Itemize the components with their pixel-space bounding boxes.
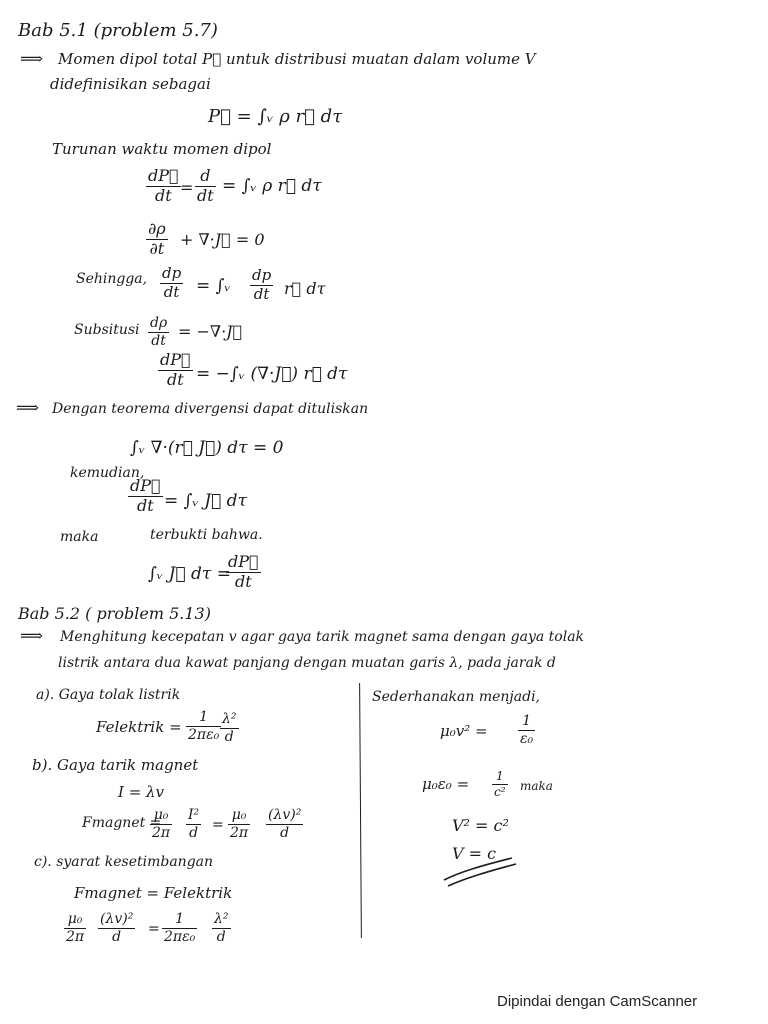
denominator: dt xyxy=(154,185,172,205)
intro-line-2: didefinisikan sebagai xyxy=(50,75,211,93)
section1-heading: Bab 5.1 (problem 5.7) xyxy=(18,20,218,41)
fraction: ∂ρ ∂t xyxy=(148,219,166,258)
fraction: dp dt xyxy=(162,264,182,301)
fraction: μ₀ 2π xyxy=(66,911,85,945)
numerator: dP⃗ xyxy=(148,166,179,185)
part-a-label: a). Gaya tolak listrik xyxy=(36,687,181,703)
part-c-label: c). syarat kesetimbangan xyxy=(34,854,214,870)
continuity-rhs: + ∇·J⃗ = 0 xyxy=(180,230,265,249)
kemudian-label: kemudian, xyxy=(70,465,145,481)
fraction: 1 c² xyxy=(494,769,506,799)
fraction: λ² d xyxy=(214,911,229,945)
fraction: μ₀ 2π xyxy=(230,807,249,841)
fraction: I² d xyxy=(188,807,200,841)
fraction: μ₀ 2π xyxy=(152,807,171,841)
equation-final: ∫ᵥ J⃗ dτ = xyxy=(148,564,231,584)
fraction: dP⃗ dt xyxy=(228,552,259,591)
fraction: dP⃗ dt xyxy=(130,476,161,515)
scanner-watermark: Dipindai dengan CamScanner xyxy=(497,993,698,1010)
part-b-label: b). Gaya tarik magnet xyxy=(32,756,199,774)
fraction: d dt xyxy=(197,166,214,205)
equation-rhs: = ∫ᵥ ρ r⃗ dτ xyxy=(222,176,322,196)
fraction: 1 2πε₀ xyxy=(188,709,220,743)
section2-heading: Bab 5.2 ( problem 5.13) xyxy=(18,604,211,623)
maka-label: maka xyxy=(60,529,99,545)
section2-intro-line-2: listrik antara dua kawat panjang dengan muatan garis λ, pada jarak d xyxy=(58,655,556,671)
divergence-label: Dengan teorema divergensi dapat dituliskan xyxy=(52,401,369,417)
fraction: dρ dt xyxy=(150,315,168,349)
fraction: dP⃗ dt xyxy=(160,350,191,389)
fraction: λ² d xyxy=(222,711,237,745)
arrow-icon: ⟹ xyxy=(20,626,43,645)
sehingga-label: Sehingga, xyxy=(76,271,148,287)
intro-line-1: Momen dipol total P⃗ untuk distribusi muatan dalam volume V xyxy=(58,50,536,68)
fraction: 1 ε₀ xyxy=(520,713,534,747)
terbukti-label: terbukti bahwa. xyxy=(150,527,263,543)
column-divider xyxy=(359,683,362,938)
section2-intro-line-1: Menghitung kecepatan v agar gaya tarik magnet sama dengan gaya tolak xyxy=(60,629,585,645)
subsitusi-label: Subsitusi xyxy=(74,322,140,338)
fraction xyxy=(146,168,181,205)
equation-dipole-definition: P⃗ = ∫ᵥ ρ r⃗ dτ xyxy=(208,106,343,127)
turunan-label: Turunan waktu momen dipol xyxy=(52,140,272,158)
right-column-label: Sederhanakan menjadi, xyxy=(372,689,540,705)
scanned-page: Bab 5.1 (problem 5.7) ⟹ Momen dipol total P⃗ untuk distribusi muatan dalam volume V didefinisikan sebagai P⃗ = ∫ᵥ ρ r⃗ dτ Turunan waktu momen dipol dP⃗ dt = d dt = ∫ᵥ ρ r⃗ dτ ∂ρ ∂t + ∇·J⃗ = 0 Sehingga, dp dt = ∫ᵥ dp dt r⃗ dτ Subsitusi dρ dt = −∇·J⃗ dP⃗ dt = −∫ᵥ (∇·J⃗) r⃗ dτ ⟹ Dengan teorema divergensi dapat dituliskan ∫ᵥ ∇·(r⃗ J⃗) dτ = 0 kemudian, dP⃗ dt = ∫ᵥ J⃗ dτ maka terbukti bahwa. ∫ᵥ J⃗ dτ = dP⃗ dt Bab 5.2 ( problem 5.13) ⟹ Menghitung kecepatan v agar gaya tarik magnet sama dengan gaya tolak listrik antara dua kawat panjang dengan muatan garis λ, pada jarak d a). Gaya tolak listrik Felektrik = 1 2πε₀ λ² d b). Gaya tarik magnet I = λv Fmagnet = μ₀ 2π I² d = μ₀ 2π (λv)² d c). syarat kesetimbangan Fmagnet = Felektrik μ₀ 2π (λv)² d = 1 2πε₀ λ² d Sederhanakan menjadi, μ₀v² = 1 ε₀ μ₀ε₀ = 1 c² maka V² = c² V = c Dipindai dengan CamScanner xyxy=(16,20,698,1010)
fraction: (λv)² d xyxy=(268,807,302,841)
fraction: dp dt xyxy=(252,266,272,303)
equation-divergence: ∫ᵥ ∇·(r⃗ J⃗) dτ = 0 xyxy=(130,438,284,458)
arrow-icon: ⟹ xyxy=(16,398,39,417)
underline-mark xyxy=(440,850,520,890)
fraction: 1 2πε₀ xyxy=(164,911,196,945)
fraction: (λv)² d xyxy=(100,911,134,945)
arrow-icon: ⟹ xyxy=(20,49,43,68)
